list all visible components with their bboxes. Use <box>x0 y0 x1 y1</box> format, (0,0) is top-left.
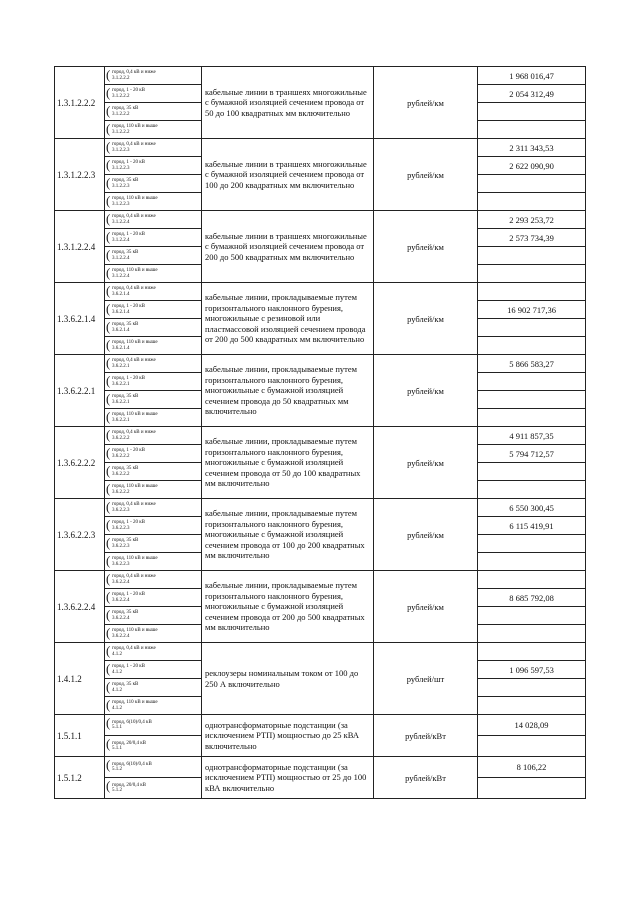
subcategory-label: город, 1 - 20 кВ <box>112 376 146 381</box>
bracket-icon: ( <box>106 427 111 442</box>
value-cell: 2 622 090,90 <box>478 157 586 175</box>
bracket-icon: ( <box>106 409 111 424</box>
bracket-icon: ( <box>106 67 111 82</box>
subcategory-cell <box>105 283 202 301</box>
bracket-icon: ( <box>106 463 111 478</box>
bracket-icon: ( <box>106 643 111 658</box>
row-unit: рублей/кВт <box>374 715 478 757</box>
row-description: кабельные линии, прокладываемые путем горизонтального наклонного бурения, многожильные с бумажной изоляцией сечением провода от 200 до 500 квадратных мм включительно <box>202 571 374 643</box>
row-unit: рублей/км <box>374 211 478 283</box>
subcategory-cell <box>105 319 202 337</box>
subcategory-label: город, 1 - 20 кВ <box>112 160 146 165</box>
subcategory-code: 3.1.2.2.3 <box>112 147 130 153</box>
subcategory-label: город, 20/0,4 кВ <box>112 782 146 788</box>
bracket-icon: ( <box>106 283 111 298</box>
row-unit: рублей/км <box>374 499 478 571</box>
subcategory-code: 3.6.2.2.2 <box>112 471 130 477</box>
bracket-icon: ( <box>106 319 111 334</box>
row-code: 1.3.1.2.2.2 <box>55 67 105 139</box>
value-cell <box>478 337 586 355</box>
row-code: 1.3.6.2.2.4 <box>55 571 105 643</box>
subcategory-cell <box>105 553 202 571</box>
subcategory-label: город, 0,4 кВ и ниже <box>112 286 156 291</box>
bracket-icon: ( <box>106 697 111 712</box>
value-cell <box>478 607 586 625</box>
subcategory-code: 3.6.2.2.2 <box>112 489 130 495</box>
bracket-icon: ( <box>106 193 111 208</box>
subcategory-cell <box>105 463 202 481</box>
bracket-icon: ( <box>106 661 111 676</box>
row-unit: рублей/км <box>374 139 478 211</box>
subcategory-cell <box>105 517 202 535</box>
subcategory-code: 3.6.2.2.3 <box>112 561 130 567</box>
row-unit: рублей/км <box>374 283 478 355</box>
value-cell <box>478 679 586 697</box>
value-cell: 1 096 597,53 <box>478 661 586 679</box>
bracket-icon: ( <box>106 535 111 550</box>
row-unit: рублей/км <box>374 571 478 643</box>
subcategory-cell <box>105 778 202 799</box>
subcategory-cell <box>105 589 202 607</box>
subcategory-label: город, 35 кВ <box>112 682 139 687</box>
row-code: 1.3.1.2.2.3 <box>55 139 105 211</box>
subcategory-code: 3.6.2.1.4 <box>112 345 130 351</box>
row-unit: рублей/кВт <box>374 757 478 799</box>
subcategory-cell <box>105 571 202 589</box>
subcategory-code: 3.1.2.2.2 <box>112 129 130 135</box>
subcategory-cell <box>105 67 202 85</box>
value-cell <box>478 625 586 643</box>
bracket-icon: ( <box>106 445 111 460</box>
bracket-icon: ( <box>106 481 111 496</box>
row-description: кабельные линии, прокладываемые путем горизонтального наклонного бурения, многожильные с резиновой или пластмассовой изоляцией сечением провода от 200 до 500 квадратных мм включительно <box>202 283 374 355</box>
subcategory-label: город, 110 кВ и выше <box>112 556 158 561</box>
tariff-table-body <box>55 67 586 799</box>
value-cell: 2 054 312,49 <box>478 85 586 103</box>
bracket-icon: ( <box>106 757 111 772</box>
subcategory-code: 3.1.2.2.3 <box>112 201 130 207</box>
row-code: 1.4.1.2 <box>55 643 105 715</box>
subcategory-label: город, 0,4 кВ и ниже <box>112 70 156 75</box>
subcategory-code: 3.6.2.1.4 <box>112 309 130 315</box>
subcategory-code: 5.1.1 <box>112 725 122 730</box>
subcategory-code: 4.1.2 <box>112 669 122 675</box>
subcategory-label: город, 20/0,4 кВ <box>112 740 146 746</box>
value-cell <box>478 265 586 283</box>
bracket-icon: ( <box>106 607 111 622</box>
subcategory-label: город, 0,4 кВ и ниже <box>112 502 156 507</box>
bracket-icon: ( <box>106 229 111 244</box>
subcategory-code: 4.1.2 <box>112 651 122 657</box>
subcategory-label: город, 110 кВ и выше <box>112 124 158 129</box>
subcategory-code: 5.1.1 <box>112 746 122 751</box>
subcategory-cell <box>105 157 202 175</box>
subcategory-cell <box>105 391 202 409</box>
value-cell <box>478 571 586 589</box>
subcategory-code: 3.1.2.2.2 <box>112 93 130 99</box>
subcategory-cell <box>105 697 202 715</box>
bracket-icon: ( <box>106 175 111 190</box>
value-cell: 8 685 792,08 <box>478 589 586 607</box>
bracket-icon: ( <box>106 355 111 370</box>
subcategory-label: город, 1 - 20 кВ <box>112 232 146 237</box>
bracket-icon: ( <box>106 211 111 226</box>
bracket-icon: ( <box>106 301 111 316</box>
row-unit: рублей/км <box>374 355 478 427</box>
value-cell: 14 028,09 <box>478 715 586 736</box>
row-description: однотрансформаторные подстанции (за исключением РТП) мощностью до 25 кВА включительно <box>202 715 374 757</box>
value-cell: 4 911 857,35 <box>478 427 586 445</box>
bracket-icon: ( <box>106 337 111 352</box>
subcategory-cell <box>105 535 202 553</box>
subcategory-code: 5.1.2 <box>112 788 122 793</box>
subcategory-cell <box>105 193 202 211</box>
row-description: кабельные линии, прокладываемые путем горизонтального наклонного бурения, многожильные с бумажной изоляцией сечением провода до 50 квадратных мм включительно <box>202 355 374 427</box>
subcategory-cell <box>105 301 202 319</box>
row-description: кабельные линии, прокладываемые путем горизонтального наклонного бурения, многожильные с бумажной изоляцией сечением провода от 50 до 100 квадратных мм включительно <box>202 427 374 499</box>
bracket-icon: ( <box>106 625 111 640</box>
subcategory-cell <box>105 211 202 229</box>
value-cell <box>478 391 586 409</box>
bracket-icon: ( <box>106 85 111 100</box>
subcategory-code: 5.1.2 <box>112 767 122 772</box>
subcategory-label: город, 110 кВ и выше <box>112 628 158 633</box>
subcategory-cell <box>105 661 202 679</box>
row-unit: рублей/шт <box>374 643 478 715</box>
subcategory-code: 3.6.2.2.2 <box>112 453 130 459</box>
subcategory-cell <box>105 103 202 121</box>
subcategory-code: 3.6.2.2.4 <box>112 633 130 639</box>
value-cell: 5 866 583,27 <box>478 355 586 373</box>
row-code: 1.3.6.2.2.1 <box>55 355 105 427</box>
row-code: 1.3.6.2.1.4 <box>55 283 105 355</box>
value-cell <box>478 736 586 757</box>
subcategory-cell <box>105 715 202 736</box>
subcategory-label: город, 110 кВ и выше <box>112 268 158 273</box>
value-cell <box>478 175 586 193</box>
bracket-icon: ( <box>106 679 111 694</box>
value-cell <box>478 778 586 799</box>
bracket-icon: ( <box>106 121 111 136</box>
row-description: однотрансформаторные подстанции (за исключением РТП) мощностью от 25 до 100 кВА включительно <box>202 757 374 799</box>
bracket-icon: ( <box>106 499 111 514</box>
subcategory-cell <box>105 85 202 103</box>
subcategory-code: 3.6.2.1.4 <box>112 291 130 297</box>
subcategory-cell <box>105 247 202 265</box>
subcategory-label: город, 1 - 20 кВ <box>112 520 146 525</box>
subcategory-code: 3.1.2.2.4 <box>112 255 130 261</box>
subcategory-label: город, 110 кВ и выше <box>112 700 158 705</box>
value-cell <box>478 103 586 121</box>
subcategory-label: город, 35 кВ <box>112 250 139 255</box>
subcategory-label: город, 1 - 20 кВ <box>112 448 146 453</box>
value-cell <box>478 553 586 571</box>
subcategory-label: город, 35 кВ <box>112 610 139 615</box>
subcategory-code: 3.1.2.2.3 <box>112 165 130 171</box>
subcategory-label: город, 110 кВ и выше <box>112 484 158 489</box>
subcategory-code: 3.6.2.2.1 <box>112 399 130 405</box>
tariff-table <box>54 66 586 799</box>
subcategory-code: 3.6.2.2.4 <box>112 597 130 603</box>
subcategory-label: город, 0,4 кВ и ниже <box>112 430 156 435</box>
subcategory-label: город, 35 кВ <box>112 106 139 111</box>
value-cell: 5 794 712,57 <box>478 445 586 463</box>
bracket-icon: ( <box>106 373 111 388</box>
subcategory-code: 3.6.2.2.1 <box>112 363 130 369</box>
row-unit: рублей/км <box>374 67 478 139</box>
row-code: 1.3.6.2.2.3 <box>55 499 105 571</box>
subcategory-label: город, 35 кВ <box>112 394 139 399</box>
value-cell: 6 550 300,45 <box>478 499 586 517</box>
subcategory-cell <box>105 265 202 283</box>
subcategory-label: город, 110 кВ и выше <box>112 412 158 417</box>
value-cell <box>478 319 586 337</box>
subcategory-code: 4.1.2 <box>112 705 122 711</box>
subcategory-code: 3.1.2.2.2 <box>112 111 130 117</box>
subcategory-cell <box>105 373 202 391</box>
subcategory-code: 4.1.2 <box>112 687 122 693</box>
row-description: кабельные линии, прокладываемые путем горизонтального наклонного бурения, многожильные с бумажной изоляцией сечением провода от 100 до 200 квадратных мм включительно <box>202 499 374 571</box>
row-description: кабельные линии в траншеях многожильные с бумажной изоляцией сечением провода от 200 до 500 квадратных мм включительно <box>202 211 374 283</box>
subcategory-cell <box>105 736 202 757</box>
bracket-icon: ( <box>106 103 111 118</box>
row-code: 1.5.1.2 <box>55 757 105 799</box>
value-cell: 8 106,22 <box>478 757 586 778</box>
subcategory-label: город, 1 - 20 кВ <box>112 592 146 597</box>
subcategory-cell <box>105 175 202 193</box>
value-cell <box>478 247 586 265</box>
value-cell: 16 902 717,36 <box>478 301 586 319</box>
value-cell: 2 311 343,53 <box>478 139 586 157</box>
subcategory-code: 3.6.2.2.4 <box>112 615 130 621</box>
value-cell <box>478 409 586 427</box>
subcategory-label: город, 1 - 20 кВ <box>112 88 146 93</box>
subcategory-cell <box>105 355 202 373</box>
subcategory-cell <box>105 679 202 697</box>
subcategory-cell <box>105 643 202 661</box>
bracket-icon: ( <box>106 736 111 751</box>
value-cell <box>478 697 586 715</box>
row-code: 1.3.1.2.2.4 <box>55 211 105 283</box>
value-cell <box>478 643 586 661</box>
subcategory-code: 3.6.2.2.4 <box>112 579 130 585</box>
row-description: реклоузеры номинальным током от 100 до 250 А включительно <box>202 643 374 715</box>
subcategory-code: 3.6.2.2.1 <box>112 381 130 387</box>
subcategory-cell <box>105 445 202 463</box>
bracket-icon: ( <box>106 715 111 730</box>
bracket-icon: ( <box>106 589 111 604</box>
subcategory-code: 3.6.2.2.3 <box>112 507 130 513</box>
bracket-icon: ( <box>106 247 111 262</box>
subcategory-code: 3.1.2.2.4 <box>112 273 130 279</box>
bracket-icon: ( <box>106 391 111 406</box>
subcategory-cell <box>105 229 202 247</box>
subcategory-code: 3.6.2.1.4 <box>112 327 130 333</box>
subcategory-cell <box>105 757 202 778</box>
subcategory-code: 3.1.2.2.3 <box>112 183 130 189</box>
value-cell <box>478 373 586 391</box>
subcategory-cell <box>105 499 202 517</box>
subcategory-code: 3.6.2.2.3 <box>112 543 130 549</box>
value-cell <box>478 481 586 499</box>
subcategory-label: город, 0,4 кВ и ниже <box>112 142 156 147</box>
value-cell <box>478 463 586 481</box>
bracket-icon: ( <box>106 553 111 568</box>
subcategory-code: 3.6.2.2.2 <box>112 435 130 441</box>
subcategory-cell <box>105 481 202 499</box>
subcategory-label: город, 0,4 кВ и ниже <box>112 358 156 363</box>
subcategory-label: город, 35 кВ <box>112 178 139 183</box>
value-cell: 6 115 419,91 <box>478 517 586 535</box>
subcategory-label: город, 35 кВ <box>112 322 139 327</box>
value-cell: 2 573 734,39 <box>478 229 586 247</box>
subcategory-cell <box>105 607 202 625</box>
row-unit: рублей/км <box>374 427 478 499</box>
value-cell <box>478 121 586 139</box>
subcategory-label: город, 0,4 кВ и ниже <box>112 574 156 579</box>
subcategory-label: город, 35 кВ <box>112 538 139 543</box>
bracket-icon: ( <box>106 265 111 280</box>
bracket-icon: ( <box>106 139 111 154</box>
bracket-icon: ( <box>106 571 111 586</box>
subcategory-code: 3.1.2.2.2 <box>112 75 130 81</box>
row-description: кабельные линии в траншеях многожильные с бумажной изоляцией сечением провода от 100 до 200 квадратных мм включительно <box>202 139 374 211</box>
bracket-icon: ( <box>106 778 111 793</box>
row-code: 1.5.1.1 <box>55 715 105 757</box>
subcategory-cell <box>105 427 202 445</box>
subcategory-label: город, 6(10)/0,4 кВ <box>112 719 152 725</box>
subcategory-cell <box>105 625 202 643</box>
subcategory-label: город, 110 кВ и выше <box>112 340 158 345</box>
value-cell: 1 968 016,47 <box>478 67 586 85</box>
subcategory-code: 3.6.2.2.1 <box>112 417 130 423</box>
subcategory-label: город, 110 кВ и выше <box>112 196 158 201</box>
subcategory-cell <box>105 121 202 139</box>
row-code: 1.3.6.2.2.2 <box>55 427 105 499</box>
subcategory-code: 3.1.2.2.4 <box>112 237 130 243</box>
subcategory-label: город, 6(10)/0,4 кВ <box>112 761 152 767</box>
value-cell <box>478 193 586 211</box>
subcategory-label: город, 1 - 20 кВ <box>112 664 146 669</box>
value-cell <box>478 283 586 301</box>
bracket-icon: ( <box>106 157 111 172</box>
value-cell: 2 293 253,72 <box>478 211 586 229</box>
row-description: кабельные линии в траншеях многожильные с бумажной изоляцией сечением провода от 50 до 100 квадратных мм включительно <box>202 67 374 139</box>
bracket-icon: ( <box>106 517 111 532</box>
value-cell <box>478 535 586 553</box>
subcategory-cell <box>105 139 202 157</box>
subcategory-label: город, 0,4 кВ и ниже <box>112 646 156 651</box>
subcategory-code: 3.6.2.2.3 <box>112 525 130 531</box>
subcategory-label: город, 0,4 кВ и ниже <box>112 214 156 219</box>
subcategory-cell <box>105 337 202 355</box>
subcategory-cell <box>105 409 202 427</box>
subcategory-label: город, 35 кВ <box>112 466 139 471</box>
subcategory-code: 3.1.2.2.4 <box>112 219 130 225</box>
subcategory-label: город, 1 - 20 кВ <box>112 304 146 309</box>
